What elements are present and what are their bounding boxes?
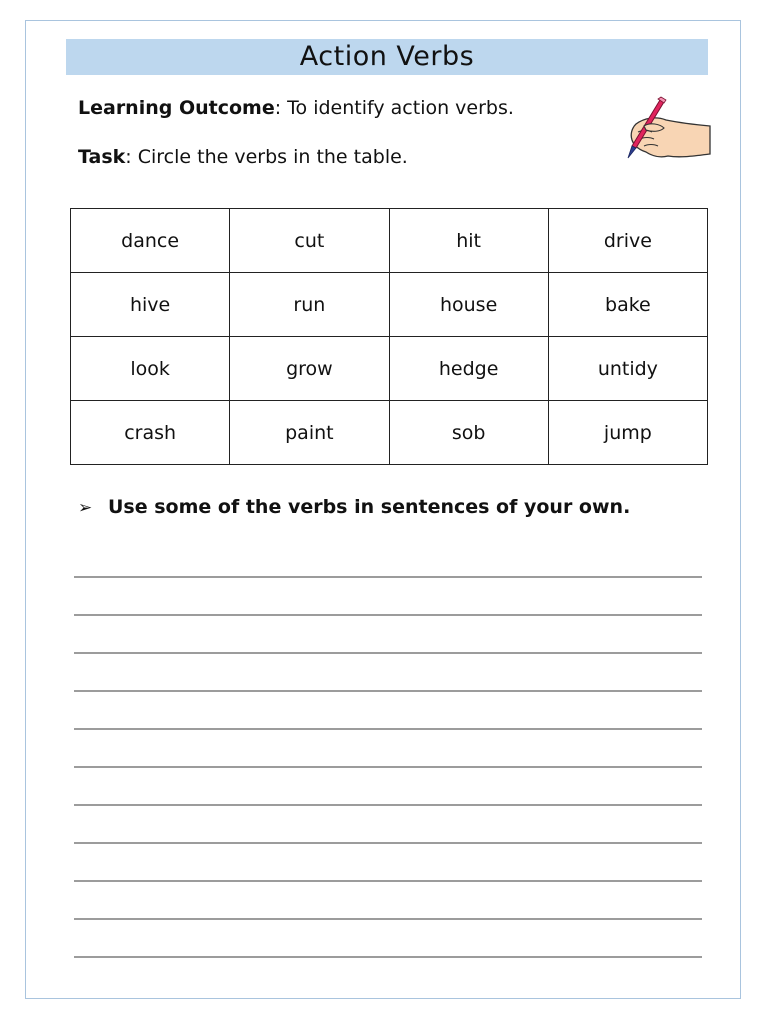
verb-table [70, 208, 708, 465]
writing-line[interactable] [74, 576, 702, 578]
page-title: Action Verbs [66, 39, 708, 75]
writing-line[interactable] [74, 728, 702, 730]
table-row [71, 273, 708, 337]
word-cell[interactable]: hit [389, 209, 548, 273]
learning-outcome [78, 97, 514, 119]
word-cell[interactable]: crash [71, 401, 230, 465]
task-label: Task [78, 146, 126, 168]
word-cell[interactable]: look [71, 337, 230, 401]
word-cell[interactable]: hive [71, 273, 230, 337]
sentence-instruction [78, 496, 630, 518]
task-text: : Circle the verbs in the table. [125, 146, 408, 168]
table-row [71, 209, 708, 273]
task-instruction [78, 146, 408, 168]
word-cell[interactable]: jump [548, 401, 707, 465]
learning-outcome-label: Learning Outcome [78, 97, 275, 119]
sentence-instruction-text: Use some of the verbs in sentences of your own. [108, 496, 631, 518]
word-cell[interactable]: bake [548, 273, 707, 337]
writing-line[interactable] [74, 880, 702, 882]
writing-line[interactable] [74, 956, 702, 958]
writing-line[interactable] [74, 918, 702, 920]
writing-line[interactable] [74, 614, 702, 616]
writing-line[interactable] [74, 652, 702, 654]
word-cell[interactable]: grow [230, 337, 389, 401]
word-cell[interactable]: hedge [389, 337, 548, 401]
writing-line[interactable] [74, 842, 702, 844]
word-cell[interactable]: paint [230, 401, 389, 465]
word-cell[interactable]: run [230, 273, 389, 337]
writing-line[interactable] [74, 804, 702, 806]
word-cell[interactable]: untidy [548, 337, 707, 401]
writing-line[interactable] [74, 690, 702, 692]
learning-outcome-text: : To identify action verbs. [274, 97, 514, 119]
arrowhead-bullet-icon: ➢ [78, 498, 93, 518]
table-row [71, 337, 708, 401]
word-cell[interactable]: drive [548, 209, 707, 273]
hand-writing-with-pen-icon [614, 96, 712, 166]
table-row [71, 401, 708, 465]
writing-lines[interactable] [74, 576, 702, 994]
writing-line[interactable] [74, 766, 702, 768]
word-cell[interactable]: cut [230, 209, 389, 273]
word-cell[interactable]: house [389, 273, 548, 337]
word-cell[interactable]: sob [389, 401, 548, 465]
word-cell[interactable]: dance [71, 209, 230, 273]
